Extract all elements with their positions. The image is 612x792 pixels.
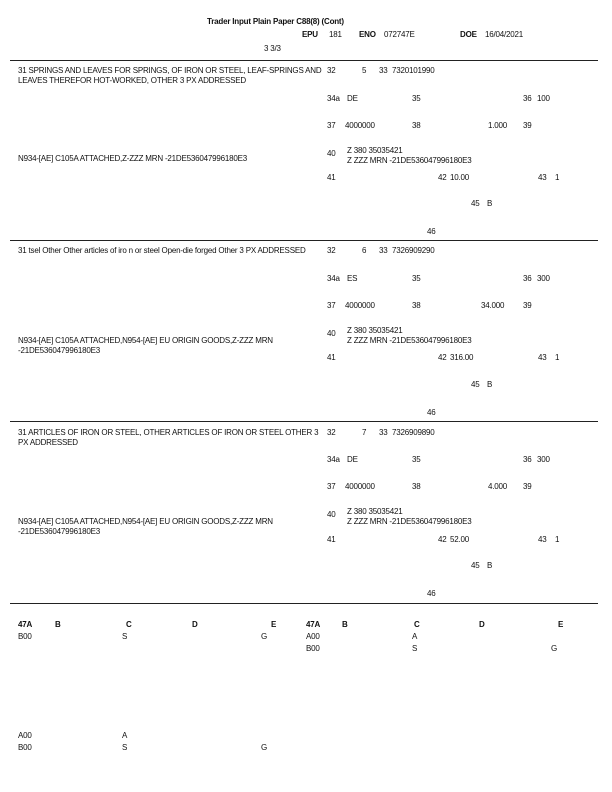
- divider: [10, 421, 598, 422]
- tax-method: G: [261, 743, 268, 752]
- eno-value: 072747E: [384, 30, 415, 39]
- procedure-code: 4000000: [345, 482, 375, 491]
- tax-type: A00: [306, 632, 320, 641]
- box-label: 36: [523, 455, 532, 464]
- tax-header-47a: 47A: [306, 620, 321, 629]
- box-label: 32: [327, 66, 336, 75]
- commodity-code: 7326909290: [392, 246, 435, 255]
- box-label: 43: [538, 535, 547, 544]
- tax-type: B00: [18, 632, 32, 641]
- box-label: 38: [412, 121, 421, 130]
- box-label: 41: [327, 535, 336, 544]
- box-label: 32: [327, 246, 336, 255]
- box-label: 39: [523, 482, 532, 491]
- previous-document-mrn: Z ZZZ MRN -21DE536047996180E3: [347, 336, 472, 345]
- item-price: 316.00: [450, 353, 474, 362]
- item-number: 7: [362, 428, 367, 437]
- box-label: 34a: [327, 94, 340, 103]
- country-of-origin: DE: [347, 455, 358, 464]
- item-price: 10.00: [450, 173, 470, 182]
- divider: [10, 603, 598, 604]
- box-label: 35: [412, 274, 421, 283]
- preference-code: 100: [537, 94, 550, 103]
- valuation-method: 1: [555, 535, 560, 544]
- item-number: 5: [362, 66, 367, 75]
- tax-header-c: C: [126, 620, 132, 629]
- tax-header-c: C: [414, 620, 420, 629]
- valuation-method: 1: [555, 173, 560, 182]
- box-label: 43: [538, 173, 547, 182]
- box-label: 45: [471, 199, 480, 208]
- tax-method: G: [261, 632, 268, 641]
- previous-document-mrn: Z ZZZ MRN -21DE536047996180E3: [347, 156, 472, 165]
- tax-type: A00: [18, 731, 32, 740]
- previous-document: Z 380 35035421: [347, 326, 403, 335]
- box-label: 46: [427, 227, 436, 236]
- tax-header-e: E: [558, 620, 564, 629]
- tax-header-47a: 47A: [18, 620, 33, 629]
- box-label: 34a: [327, 455, 340, 464]
- item-number: 6: [362, 246, 367, 255]
- doe-value: 16/04/2021: [485, 30, 524, 39]
- adjustment-code: B: [487, 380, 493, 389]
- tax-rate: A: [122, 731, 128, 740]
- previous-document: Z 380 35035421: [347, 507, 403, 516]
- tax-rate: S: [412, 644, 418, 653]
- tax-rate: S: [122, 743, 128, 752]
- net-mass: 4.000: [488, 482, 508, 491]
- divider: [10, 240, 598, 241]
- goods-description: 31 ARTICLES OF IRON OR STEEL, OTHER ARTICLES OF IRON OR STEEL OTHER 3 PX ADDRESSED: [18, 428, 319, 447]
- box-label: 42: [438, 173, 447, 182]
- box-label: 40: [327, 510, 336, 519]
- box-label: 37: [327, 482, 336, 491]
- box-label: 39: [523, 121, 532, 130]
- tax-type: B00: [18, 743, 32, 752]
- box-label: 46: [427, 589, 436, 598]
- preference-code: 300: [537, 455, 550, 464]
- procedure-code: 4000000: [345, 301, 375, 310]
- doe-label: DOE: [460, 30, 477, 39]
- tax-header-d: D: [192, 620, 198, 629]
- box-label: 35: [412, 94, 421, 103]
- epu-value: 181: [329, 30, 342, 39]
- box-label: 42: [438, 353, 447, 362]
- previous-document: Z 380 35035421: [347, 146, 403, 155]
- adjustment-code: B: [487, 199, 493, 208]
- preference-code: 300: [537, 274, 550, 283]
- additional-information: N934-[AE] C105A ATTACHED,Z-ZZZ MRN -21DE536047996180E3: [18, 154, 248, 163]
- box-label: 42: [438, 535, 447, 544]
- box-label: 38: [412, 301, 421, 310]
- divider: [10, 60, 598, 61]
- page-indicator: 3 3/3: [264, 44, 281, 53]
- box-label: 40: [327, 329, 336, 338]
- box-label: 46: [427, 408, 436, 417]
- country-of-origin: DE: [347, 94, 358, 103]
- tax-rate: S: [122, 632, 128, 641]
- box-label: 36: [523, 274, 532, 283]
- box-label: 37: [327, 301, 336, 310]
- box-label: 33: [379, 428, 388, 437]
- eno-label: ENO: [359, 30, 376, 39]
- country-of-origin: ES: [347, 274, 358, 283]
- box-label: 33: [379, 66, 388, 75]
- box-label: 43: [538, 353, 547, 362]
- box-label: 32: [327, 428, 336, 437]
- box-label: 33: [379, 246, 388, 255]
- box-label: 41: [327, 353, 336, 362]
- tax-header-b: B: [55, 620, 61, 629]
- previous-document-mrn: Z ZZZ MRN -21DE536047996180E3: [347, 517, 472, 526]
- procedure-code: 4000000: [345, 121, 375, 130]
- additional-information: N934-[AE] C105A ATTACHED,N954-[AE] EU ORIGIN GOODS,Z-ZZZ MRN -21DE536047996180E3: [18, 517, 273, 536]
- box-label: 34a: [327, 274, 340, 283]
- tax-rate: A: [412, 632, 418, 641]
- box-label: 40: [327, 149, 336, 158]
- box-label: 36: [523, 94, 532, 103]
- tax-header-b: B: [342, 620, 348, 629]
- item-price: 52.00: [450, 535, 470, 544]
- commodity-code: 7326909890: [392, 428, 435, 437]
- tax-header-d: D: [479, 620, 485, 629]
- tax-type: B00: [306, 644, 320, 653]
- box-label: 37: [327, 121, 336, 130]
- box-label: 38: [412, 482, 421, 491]
- box-label: 45: [471, 380, 480, 389]
- tax-method: G: [551, 644, 558, 653]
- box-label: 39: [523, 301, 532, 310]
- net-mass: 1.000: [488, 121, 508, 130]
- box-label: 41: [327, 173, 336, 182]
- epu-label: EPU: [302, 30, 318, 39]
- document-title: Trader Input Plain Paper C88(8) (Cont): [207, 17, 344, 26]
- box-label: 45: [471, 561, 480, 570]
- net-mass: 34.000: [481, 301, 505, 310]
- valuation-method: 1: [555, 353, 560, 362]
- goods-description: 31 SPRINGS AND LEAVES FOR SPRINGS, OF IRON OR STEEL, LEAF-SPRINGS AND LEAVES THEREFOR HOT-WORKED, OTHER 3 PX ADDRESSED: [18, 66, 322, 85]
- commodity-code: 7320101990: [392, 66, 435, 75]
- tax-header-e: E: [271, 620, 277, 629]
- adjustment-code: B: [487, 561, 493, 570]
- box-label: 35: [412, 455, 421, 464]
- additional-information: N934-[AE] C105A ATTACHED,N954-[AE] EU ORIGIN GOODS,Z-ZZZ MRN -21DE536047996180E3: [18, 336, 273, 355]
- goods-description: 31 tsel Other Other articles of iro n or steel Open-die forged Other 3 PX ADDRESSED: [18, 246, 306, 255]
